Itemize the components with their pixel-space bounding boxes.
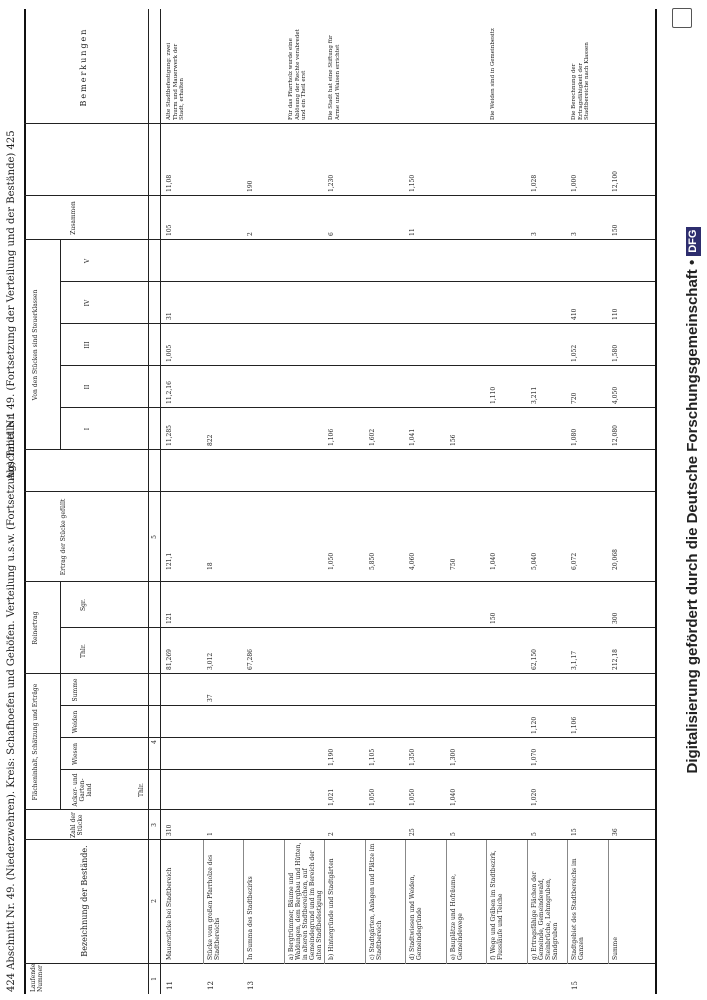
- row-separator: [324, 840, 325, 964]
- row-separator: [608, 840, 609, 964]
- header-group-yield: Reinertrag: [32, 611, 39, 645]
- cell-total: 5,850: [369, 552, 376, 570]
- cell-sum: 2: [247, 232, 254, 236]
- cell-count: 1: [207, 832, 214, 836]
- header-bottom-rule: [148, 9, 149, 994]
- cell-a2: 1,350: [409, 748, 416, 766]
- cell-cnt: 1,230: [328, 174, 335, 192]
- column-number: 5: [151, 535, 158, 539]
- table-bottom-rule: [655, 9, 657, 994]
- row-separator: [365, 840, 366, 964]
- col-divider: [60, 407, 655, 408]
- cell-total: 1,040: [490, 552, 497, 570]
- col-divider: [60, 365, 655, 366]
- row-description: Stücke vom großen Pfarrholze des Stadtbereichs: [207, 854, 221, 960]
- cell-c3: 1,005: [166, 344, 173, 362]
- watermark-text: Digitalisierung gefördert durch die Deutsche Forschungsgemeinschaft •: [684, 259, 701, 774]
- row-description: d) Stadtwiesen und Weiden, Gemeindegründe: [409, 874, 423, 960]
- row-remark: Die Stadt hat eine Stiftung für Arme und Waisen errichtet: [328, 35, 341, 120]
- cell-sum: 11: [409, 228, 416, 236]
- cell-c1: 1,080: [571, 428, 578, 446]
- cell-count: 5: [531, 832, 538, 836]
- cell-c3: 1,052: [571, 344, 578, 362]
- group-rule-c: [60, 240, 61, 450]
- col-divider: [60, 705, 655, 706]
- cell-a1: 1,050: [369, 788, 376, 806]
- header-class-4: IV: [84, 299, 91, 307]
- col-divider: [24, 123, 655, 124]
- cell-c2: 3,211: [531, 386, 538, 404]
- row-separator: [527, 840, 528, 964]
- header-thaler: Thlr.: [80, 644, 87, 658]
- cell-a1: 1,050: [409, 788, 416, 806]
- cell-cnt: 190: [247, 180, 254, 192]
- row-separator: [243, 840, 244, 964]
- row-separator: [284, 840, 285, 964]
- cell-total: 750: [450, 558, 457, 570]
- cell-cnt: 1,000: [571, 174, 578, 192]
- row-number: 12: [207, 981, 215, 990]
- row-description: Mauerstücke bei Stadtbereich: [166, 867, 173, 960]
- cell-c1: 1,106: [328, 428, 335, 446]
- cell-a2: 1,070: [531, 748, 538, 766]
- cell-a3: 1,106: [571, 716, 578, 734]
- header-remarks: Bemerkungen: [79, 27, 88, 107]
- row-separator: [446, 840, 447, 964]
- cell-b2: 300: [612, 612, 619, 624]
- cell-cnt: 12,100: [612, 171, 619, 192]
- column-number-rule: [160, 9, 161, 994]
- col-divider: [24, 839, 655, 840]
- cell-b1: 81,269: [166, 649, 173, 670]
- cell-total: 18: [207, 562, 214, 570]
- cell-b1: 67,286: [247, 649, 254, 670]
- cell-c1: 12,080: [612, 425, 619, 446]
- cell-sum: 3: [531, 232, 538, 236]
- cell-a1: 1,021: [328, 788, 335, 806]
- cell-c4: 410: [571, 308, 578, 320]
- col-divider: [24, 963, 655, 964]
- cell-c4: 110: [612, 308, 619, 320]
- row-remark: Die Berechnung der Ertragsfähigkeit der Stadtbereiche nach Klassen: [571, 42, 590, 120]
- cell-c2: 1,110: [490, 386, 497, 404]
- col-divider: [24, 449, 655, 450]
- header-meadows: Wiesen: [72, 742, 79, 766]
- header-groschen: Sgr.: [80, 598, 87, 612]
- row-separator: [567, 840, 568, 964]
- row-remark: Die Weiden sind in Gemeinbesitz: [490, 28, 496, 120]
- cell-cnt: 11,08: [166, 174, 173, 192]
- header-lfd: Laufende Nummer: [30, 963, 44, 992]
- cell-c2: 11,2,16: [166, 381, 173, 404]
- header-area-sum: Summe: [72, 678, 79, 702]
- cell-c2: 4,050: [612, 386, 619, 404]
- header-group-area: Flächeninhalt, Schätzung und Erträge: [32, 683, 39, 801]
- page-gutter: [24, 491, 655, 492]
- cell-b2: 150: [490, 612, 497, 624]
- cell-c1: 822: [207, 434, 214, 446]
- col-divider: [60, 281, 655, 282]
- cell-c3: 1,580: [612, 344, 619, 362]
- cell-a2: 1,300: [450, 748, 457, 766]
- header-count: Zahl der Stücke: [70, 812, 84, 838]
- cell-cnt: 1,028: [531, 174, 538, 192]
- row-description: f) Wege und Gräben im Stadtbezirk, Flussläufe und Teiche: [490, 850, 504, 960]
- col-divider: [24, 581, 655, 582]
- row-remark: Für das Pfarrholz wurde eine Ablösung der Rechte verabredet und ein Theil erst: [288, 29, 307, 120]
- col-divider: [60, 627, 655, 628]
- header-unit: Thlr.: [138, 783, 145, 797]
- row-number: 15: [571, 981, 579, 990]
- column-number: 3: [151, 823, 158, 827]
- cell-a1: 1,040: [450, 788, 457, 806]
- row-number: 13: [247, 981, 255, 990]
- column-number: 4: [151, 740, 158, 744]
- cell-total: 20,068: [612, 549, 619, 570]
- cell-b1: 62,150: [531, 649, 538, 670]
- header-class-5: V: [84, 258, 91, 264]
- cell-count: 2: [328, 832, 335, 836]
- row-description: Summe: [612, 937, 619, 960]
- cell-b1: 3,012: [207, 652, 214, 670]
- row-number: 11: [166, 981, 174, 990]
- cell-c1: 1,602: [369, 428, 376, 446]
- cell-c1: 1,041: [409, 428, 416, 446]
- cell-c1: 11,285: [166, 425, 173, 446]
- cell-a2: 1,190: [328, 748, 335, 766]
- cell-sum: 6: [328, 232, 335, 236]
- cell-a1: 1,020: [531, 788, 538, 806]
- cell-c2: 720: [571, 392, 578, 404]
- cell-a2: 1,105: [369, 748, 376, 766]
- row-description: Stadtgebiet des Stadtbereichs im Ganzen: [571, 858, 585, 960]
- row-separator: [203, 840, 204, 964]
- cell-count: 310: [166, 824, 173, 836]
- col-divider: [24, 809, 655, 810]
- cell-total: 5,040: [531, 552, 538, 570]
- row-description: e) Bauplätze und Hofräume, Gemeindewege: [450, 873, 464, 960]
- cell-a4: 37: [207, 694, 214, 702]
- cell-b1: 3,1,17: [571, 650, 578, 670]
- col-divider: [60, 769, 655, 770]
- group-rule-a: [60, 674, 61, 810]
- row-separator: [405, 840, 406, 964]
- left-page-header: 424 Abschnitt Nr. 49. (Niederzwehren). Kreis: Schafhoefen und Gehöfen. Verteilung u.s.w. (Fortsetzung) Tabelle 1: [6, 412, 17, 992]
- right-page-header: Abschnitt Nr. 49. (Fortsetzung der Verteilung und der Bestände) 425: [6, 130, 17, 480]
- row-description: g) Ertragsfähige Flächen der Gemeinde, Gemeindewald, Steinbrüche, Lehmgruben, Sandgruben: [531, 871, 559, 960]
- cell-b2: 121: [166, 612, 173, 624]
- cell-cnt: 1,150: [409, 174, 416, 192]
- column-number: 1: [151, 977, 158, 981]
- cell-a3: 1,120: [531, 716, 538, 734]
- cell-sum: 3: [571, 232, 578, 236]
- cell-count: 25: [409, 828, 416, 836]
- cell-total: 1,050: [328, 552, 335, 570]
- header-class-1: I: [84, 427, 91, 431]
- header-class-2: II: [84, 384, 91, 390]
- col-divider: [60, 737, 655, 738]
- cell-count: 15: [571, 828, 578, 836]
- cell-b1: 212,18: [612, 649, 619, 670]
- column-number: 2: [151, 899, 158, 903]
- header-sum: Zusammen: [70, 201, 77, 235]
- dfg-watermark: [665, 8, 705, 992]
- col-divider: [24, 239, 655, 240]
- row-description: In Summa des Stadtbezirks: [247, 876, 254, 960]
- cell-sum: 105: [166, 224, 173, 236]
- col-divider: [60, 323, 655, 324]
- row-remark: Alte Stadtbefestigung: zwei Thurm und Mauerwerk der Stadt, erhalten: [166, 42, 185, 120]
- cell-total: 6,072: [571, 552, 578, 570]
- header-description: Bezeichnung der Bestände.: [80, 845, 89, 957]
- col-divider: [24, 195, 655, 196]
- cell-c4: 31: [166, 312, 173, 320]
- header-total: Ertrag der Stücke gefüllt: [60, 498, 67, 576]
- header-class-3: III: [84, 341, 91, 349]
- header-pastures: Weiden: [72, 710, 79, 734]
- cell-count: 5: [450, 832, 457, 836]
- row-description: c) Stadtgärten, Anlagen und Plätze im Stadtbereich: [369, 843, 383, 960]
- cell-total: 4,060: [409, 552, 416, 570]
- row-description: a) Bergtrümmer, Bäume und Waldungen, dem Bergbau und Hütten, in alteren Stadtbereichen, auf Gemeindegrund und im Bereich der alten Stadtbefestigung: [288, 842, 323, 960]
- header-arable: Acker- und Garten-land: [72, 773, 93, 807]
- cell-sum: 150: [612, 224, 619, 236]
- group-rule-b: [60, 582, 61, 674]
- row-separator: [486, 840, 487, 964]
- cell-c1: 156: [450, 434, 457, 446]
- dfg-logo-icon: DFG: [686, 227, 701, 256]
- col-divider: [24, 673, 655, 674]
- header-group-classes: Von den Stücken sind Steuerklassen: [32, 289, 39, 401]
- cell-count: 36: [612, 828, 619, 836]
- cell-total: 121,1: [166, 552, 173, 570]
- row-description: b) Hintergründe und Stadtgärten: [328, 858, 335, 960]
- table-top-rule: [24, 9, 26, 994]
